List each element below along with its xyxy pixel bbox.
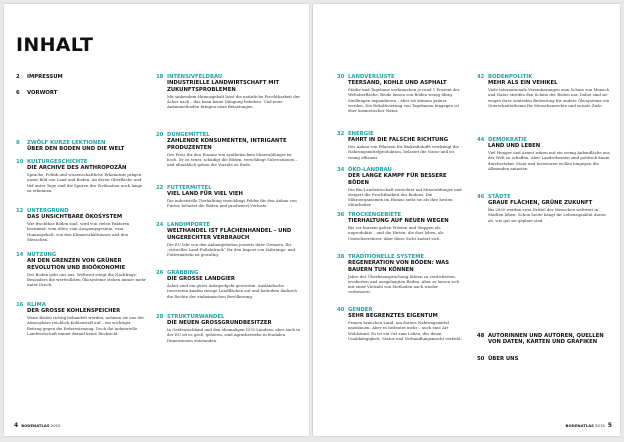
- entry-kicker: LANDIMPORTE: [167, 222, 211, 228]
- entry-title: IMPRESSUM: [27, 74, 63, 80]
- entry-heading: WELTHANDEL IST FLÄCHENHANDEL – UND UNGERECHTER VERBRAUCH: [167, 228, 292, 241]
- entry-kicker: FUTTERMITTEL: [167, 185, 212, 191]
- entry-page-number: 10: [16, 159, 24, 165]
- left-page: [4, 4, 309, 436]
- brand-year: 2015: [595, 423, 605, 428]
- entry-page-number: 12: [16, 208, 24, 214]
- entry-title: AUTORINNEN UND AUTOREN, QUELLEN VON DATEN, KARTEN UND GRAFIKEN: [488, 333, 604, 346]
- entry-description: Die industrielle Tierhaltung verschlingt Felder für den Anbau von Futter, belastet die Böden und produziert Verluste.: [167, 198, 297, 209]
- entry-kicker: BODENPOLITIK: [488, 74, 533, 80]
- toc-entry[interactable]: [16, 208, 146, 242]
- entry-heading: TEERSAND, KOHLE UND ASPHALT: [348, 80, 447, 87]
- entry-description: Der Preis für den Einsatz von synthetischem Mineraldünger ist hoch. Er ist teuer, schädigt die Böden, verschlingt Subventionen – und allmählich gehen die Vorräte zu Ende.: [167, 151, 298, 167]
- toc-entry[interactable]: [16, 159, 146, 193]
- entry-kicker: INTENSIVFELDBAU: [167, 74, 223, 80]
- entry-page-number: 26: [156, 270, 164, 276]
- entry-page-number: 38: [337, 254, 345, 260]
- entry-heading: LAND UND LEBEN: [488, 143, 541, 150]
- entry-heading: TIERHALTUNG AUF NEUEN WEGEN: [348, 218, 449, 225]
- footer-right: [566, 422, 612, 429]
- brand-name: BODENATLAS: [21, 423, 50, 428]
- entry-page-number: 22: [156, 185, 164, 191]
- entry-heading: AN DEN GRENZEN VON GRÜNER REVOLUTION UND BIOÖKONOMIE: [27, 258, 126, 271]
- entry-description: Bis vor kurzem galten Wüsten und Steppen als unproduktiv – und die Hirten, die dort leben, als Umweltzerstörer. Aber diese Sicht ändert sich.: [348, 225, 444, 241]
- page-number: 5: [607, 422, 612, 429]
- entry-page-number: 44: [477, 137, 485, 143]
- entry-heading: VIEL LAND FÜR VIEL VIEH: [167, 191, 243, 198]
- toc-entry[interactable]: [16, 140, 146, 153]
- toc-entry[interactable]: [477, 333, 612, 346]
- toc-entry[interactable]: [337, 254, 462, 294]
- brand-year: 2015: [50, 423, 61, 428]
- entry-description: Viel Hunger und Armut wären mit ein wenig Anbaufläche aus der Welt zu schaffen. Aber Landreformen sind politisch kaum durchsetzbar. Staat und Investoren wollen hingegen die Allmenden antasten.: [488, 150, 610, 171]
- entry-page-number: 2: [16, 74, 20, 80]
- right-page: [313, 4, 620, 436]
- entry-title: VORWORT: [27, 90, 58, 96]
- toc-entry[interactable]: [337, 212, 462, 241]
- toc-entry[interactable]: [156, 185, 301, 209]
- entry-description: Frauen brauchen Land, um daraus Nahrungsmittel anzubauen. Aber es bedeutet mehr – auch eine Art Wohlstand. Es ist ein Ort zum Leben, der ihnen Unabhängigkeit, Status und Verhandlungsmacht verleiht.: [348, 320, 462, 341]
- entry-page-number: 8: [16, 140, 20, 146]
- entry-heading: INDUSTRIELLE LANDWIRTSCHAFT MIT ZUKUNFTSPROBLEMEN: [167, 80, 280, 93]
- toc-entry[interactable]: [477, 356, 612, 362]
- entry-kicker: STÄDTE: [488, 194, 511, 200]
- entry-description: Viele internationale Vereinbarungen zum Schutz von Mensch und Natur streifen den Schutz der Böden nur. Dabei sind sie wegen ihrer zentralen Bedeutung für andere Ökosysteme ein Querschnittsthema für Menschenrechte und soziale Ziele.: [488, 87, 610, 108]
- entry-page-number: 34: [337, 167, 345, 173]
- entry-kicker: GRABBING: [167, 270, 199, 276]
- entry-heading: DER GROSSE KOHLENSPEICHER: [27, 308, 121, 315]
- toc-entry[interactable]: [337, 167, 462, 207]
- entry-heading: ÜBER DEN BODEN UND DIE WELT: [27, 146, 125, 153]
- entry-page-number: 28: [156, 314, 164, 320]
- entry-description: Äcker sind ein gutes Anlageobjekt geworden. Ausländische Investoren kaufen riesige Landflächen auf und bedrohen dadurch die Rechte der einheimischen Bevölkerung.: [167, 283, 297, 299]
- entry-page-number: 50: [477, 356, 485, 362]
- brand-name: BODENATLAS: [565, 423, 594, 428]
- entry-description: Städte und Tagebaue verbrauchen je rund 1 Prozent der Weltoberfläche. Beide lassen von Böden wenig übrig. Siedlungen expandieren – aber sie können grüner werden. Die Rekultivierung von Tagebauen hingegen ist eher kosmetischer Natur.: [348, 87, 460, 113]
- entry-heading: FAHRT IN DIE FALSCHE RICHTUNG: [348, 137, 449, 144]
- entry-page-number: 30: [337, 74, 345, 80]
- entry-heading: SEHR BEGRENZTES EIGENTUM: [348, 313, 438, 320]
- toc-entry[interactable]: [337, 74, 462, 113]
- toc-entry[interactable]: [156, 314, 301, 343]
- toc-entry[interactable]: [156, 270, 301, 299]
- entry-heading: ZAHLENDE KONSUMENTEN, INTRIGANTE PRODUZENTEN: [167, 138, 287, 151]
- entry-kicker: KLIMA: [27, 302, 46, 308]
- entry-heading: DIE GROSSE LANDGIER: [167, 276, 235, 283]
- entry-heading: GRAUE FLÄCHEN, GRÜNE ZUKUNFT: [488, 200, 593, 207]
- entry-description: Der Boden geht uns aus. Weltweit steigt die Nachfrage. Besonders die wertvollsten Ökosysteme stehen immer mehr unter Druck.: [27, 271, 146, 287]
- entry-kicker: NUTZUNG: [27, 252, 57, 258]
- toc-entry[interactable]: [337, 307, 462, 341]
- entry-description: Die EU lebt von den Anbaugebieten jenseits ihrer Grenzen. Ihr „virtueller Land-Fußabdruck“ für den Import von Nahrungs- und Futtermitteln ist gewaltig.: [167, 241, 296, 257]
- entry-page-number: 24: [156, 222, 164, 228]
- toc-entry[interactable]: [16, 74, 146, 80]
- toc-entry[interactable]: [477, 194, 612, 223]
- entry-kicker: ENERGIE: [348, 131, 374, 137]
- entry-description: Der Anbau von Pflanzen für Biokraftstoffe verdrängt die Nahrungsmittelproduktion, belastet die Natur und ist wenig effizient.: [348, 144, 459, 160]
- entry-description: Wenn Böden richtig behandelt werden, nehmen sie aus der Atmosphäre reichlich Kohlenstoff auf – ein wichtiger Beitrag gegen die Erderwärmung. Doch die industrielle Landwirtschaft nimmt darauf keine Rücksicht.: [27, 315, 145, 336]
- entry-kicker: DEMOKRATIE: [488, 137, 527, 143]
- entry-description: Jahre der Überbeanspruchung führen zu verdichteten, erodierten und ausgelaugten Böden. Aber es lassen sich mit einer Vielzahl von Methoden auch wieder verbessern.: [348, 273, 460, 294]
- toc-entry[interactable]: [16, 252, 146, 287]
- entry-page-number: 6: [16, 90, 20, 96]
- entry-heading: DIE NEUEN GROSSGRUNDBESITZER: [167, 320, 272, 327]
- entry-kicker: DÜNGEMITTEL: [167, 132, 210, 138]
- entry-page-number: 18: [156, 74, 164, 80]
- toc-entry[interactable]: [477, 74, 612, 108]
- entry-description: Sprache, Politik und wissenschaftliche Erkenntnis prägen unser Bild von Land und Boden. An deren Oberfläche und tief unter Tage sind die Spuren der Zivilisation noch lange zu erkennen.: [27, 172, 143, 193]
- entry-kicker: LANDVERLUSTE: [348, 74, 395, 80]
- entry-description: Bis 2050 werden zwei Drittel der Menschen weltweit in Städten leben. Schon heute hängt ihr Lebensqualität davon ab, wie gut sie geplant sind.: [488, 207, 606, 223]
- entry-page-number: 40: [337, 307, 345, 313]
- toc-entry[interactable]: [156, 132, 301, 167]
- entry-heading: DER LANGE KAMPF FÜR BESSERE BÖDEN: [348, 173, 447, 186]
- entry-heading: MEHR ALS EIN VEHIKEL: [488, 80, 558, 87]
- entry-page-number: 42: [477, 74, 485, 80]
- toc-entry[interactable]: [156, 222, 301, 257]
- entry-kicker: ZWÖLF KURZE LEKTIONEN: [27, 140, 106, 146]
- entry-kicker: TRADITIONELLE SYSTEME: [348, 254, 425, 260]
- entry-heading: REGENERATION VON BÖDEN: WAS BAUERN TUN KÖNNEN: [348, 260, 450, 273]
- entry-page-number: 20: [156, 132, 164, 138]
- entry-page-number: 32: [337, 131, 345, 137]
- entry-kicker: UNTERGRUND: [27, 208, 69, 214]
- entry-kicker: KULTURGESCHICHTE: [27, 159, 88, 165]
- entry-description: Wie fruchtbar Böden sind, wird von vielen Faktoren bestimmt: vom Alter, vom Ausgangsgestein, vom Humusgehalt, von den Klimaverhältnissen und den Menschen.: [27, 221, 130, 242]
- toc-entry[interactable]: [16, 90, 146, 96]
- entry-page-number: 46: [477, 194, 485, 200]
- entry-heading: DIE ARCHIVE DES ANTHROPOZÄN: [27, 165, 127, 172]
- entry-description: In Ostdeutschland und den ehemaligen GUS-Ländern, aber auch in der EU ist es groß, gehören, sind Agrarbetriebe in feudalen Dimensionen entstanden.: [167, 327, 301, 343]
- entry-heading: DAS UNSICHTBARE ÖKOSYSTEM: [27, 214, 123, 221]
- entry-kicker: GENDER: [348, 307, 373, 313]
- entry-kicker: TROCKENGEBIETE: [348, 212, 402, 218]
- entry-page-number: 48: [477, 333, 485, 339]
- entry-page-number: 14: [16, 252, 24, 258]
- entry-description: Mit sinkendem Humusgehalt lässt die natürliche Fruchtbarkeit der Äcker nach – das kann keine Düngung beheben. Und neue Anbaumethoden bringen neue Belastungen.: [167, 93, 300, 109]
- entry-kicker: STRUKTURWANDEL: [167, 314, 225, 320]
- toc-entry[interactable]: [16, 302, 146, 336]
- entry-title: ÜBER UNS: [488, 356, 519, 362]
- toc-entry[interactable]: [337, 131, 462, 160]
- footer-left: [14, 422, 60, 429]
- entry-kicker: ÖKO-LANDBAU: [348, 167, 392, 173]
- page-number: 4: [14, 422, 19, 429]
- entry-page-number: 16: [16, 302, 24, 308]
- entry-page-number: 36: [337, 212, 345, 218]
- entry-description: Die Bio-Landwirtschaft verzichtet auf Mineraldünger und steigert die Fruchtbarkeit des Bodens. Die Mikroorganismen im Humus sieht sie als ihre besten Mitarbeiter.: [348, 186, 462, 207]
- toc-entry[interactable]: [477, 137, 612, 171]
- page-title: INHALT: [16, 34, 94, 56]
- toc-entry[interactable]: [156, 74, 301, 109]
